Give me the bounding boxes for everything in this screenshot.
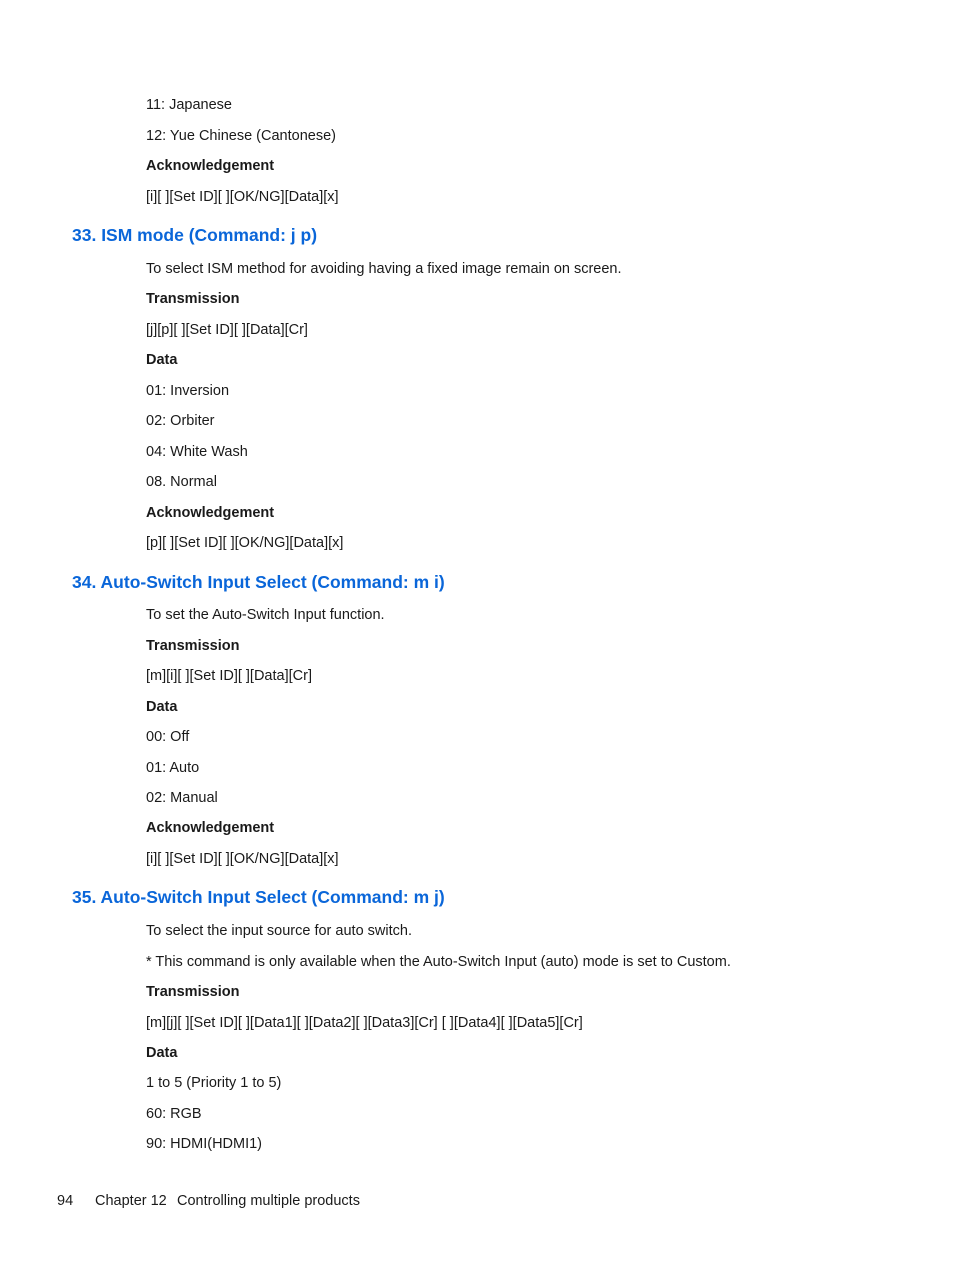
ack-label: Acknowledgement: [146, 158, 275, 174]
data-item: 11: Japanese: [146, 97, 232, 113]
section-description: To select ISM method for avoiding having a fixed image remain on screen.: [146, 261, 622, 277]
footer-chapter-title: Controlling multiple products: [177, 1193, 360, 1209]
ack-value: [i][ ][Set ID][ ][OK/NG][Data][x]: [146, 189, 339, 205]
transmission-value: [m][j][ ][Set ID][ ][Data1][ ][Data2][ ][Data3][Cr] [ ][Data4][ ][Data5][Cr]: [146, 1015, 583, 1031]
ack-value: [p][ ][Set ID][ ][OK/NG][Data][x]: [146, 535, 344, 551]
ack-label: Acknowledgement: [146, 505, 275, 521]
data-label: Data: [146, 1045, 178, 1061]
data-label: Data: [146, 352, 178, 368]
section-description: To select the input source for auto switch.: [146, 923, 412, 939]
section-note: * This command is only available when the Auto-Switch Input (auto) mode is set to Custom.: [146, 954, 731, 970]
data-label: Data: [146, 699, 178, 715]
section-heading-35: 35. Auto-Switch Input Select (Command: m j): [72, 887, 445, 907]
transmission-label: Transmission: [146, 984, 240, 1000]
footer-chapter: Chapter 12: [95, 1193, 167, 1209]
data-item: 1 to 5 (Priority 1 to 5): [146, 1075, 282, 1091]
data-item: 02: Orbiter: [146, 413, 215, 429]
page-number: 94: [57, 1193, 74, 1209]
ack-value: [i][ ][Set ID][ ][OK/NG][Data][x]: [146, 851, 339, 867]
data-item: 00: Off: [146, 729, 190, 745]
data-item: 04: White Wash: [146, 444, 248, 460]
data-item: 60: RGB: [146, 1106, 202, 1122]
transmission-label: Transmission: [146, 638, 240, 654]
data-item: 01: Inversion: [146, 383, 230, 399]
data-item: 90: HDMI(HDMI1): [146, 1136, 263, 1152]
section-heading-33: 33. ISM mode (Command: j p): [72, 225, 318, 245]
section-heading-34: 34. Auto-Switch Input Select (Command: m i): [72, 572, 445, 592]
data-item: 12: Yue Chinese (Cantonese): [146, 128, 336, 144]
data-item: 08. Normal: [146, 474, 217, 490]
transmission-value: [m][i][ ][Set ID][ ][Data][Cr]: [146, 668, 312, 684]
transmission-label: Transmission: [146, 291, 240, 307]
data-item: 02: Manual: [146, 790, 218, 806]
data-item: 01: Auto: [146, 760, 200, 776]
section-description: To set the Auto-Switch Input function.: [146, 607, 385, 623]
ack-label: Acknowledgement: [146, 820, 275, 836]
transmission-value: [j][p][ ][Set ID][ ][Data][Cr]: [146, 322, 308, 338]
